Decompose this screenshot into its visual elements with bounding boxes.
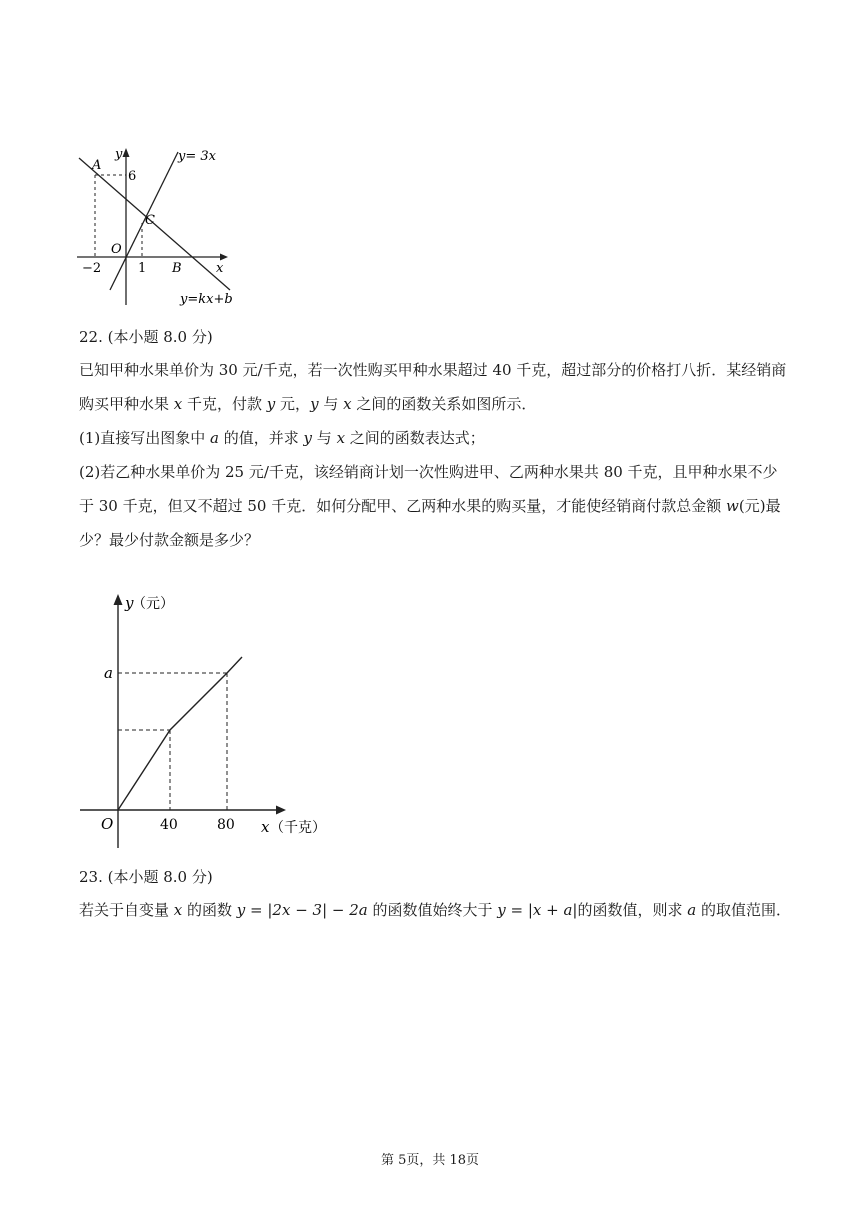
q22-text: (2)若乙种水果单价为 25 元/千克，该经销商计划一次性购进甲、乙两种水果共 80 千克，且甲种水果不少 xyxy=(79,463,778,481)
var-a: a xyxy=(210,429,219,447)
q22-text: 千克，付款 xyxy=(182,395,267,413)
label-tick-6: 6 xyxy=(128,169,137,184)
figure-linear-functions xyxy=(72,140,272,312)
label-origin: O xyxy=(101,815,114,833)
label-line-y-kx-b: y=kx+b xyxy=(180,292,233,307)
q22-heading: 22. (本小题 8.0 分) xyxy=(79,328,213,346)
q22-text: 少？最少付款金额是多少？ xyxy=(79,531,260,549)
q22-line-6 xyxy=(79,529,259,550)
y-axis-arrow xyxy=(114,594,123,605)
q23-heading: 23. (本小题 8.0 分) xyxy=(79,868,213,886)
var-x: x xyxy=(336,429,346,447)
formula-1: y = |2x − 3| − 2a xyxy=(236,901,368,919)
q22-text: (元)最 xyxy=(738,497,781,515)
q22-text: 已知甲种水果单价为 30 元/千克，若一次性购买甲种水果超过 40 千克，超过部分的价格打八折．某经销商 xyxy=(79,361,787,379)
label-origin: O xyxy=(111,242,122,257)
label-point-A: A xyxy=(92,158,102,173)
label-a: a xyxy=(104,664,113,682)
var-y: y xyxy=(303,429,313,447)
label-tick-1: 1 xyxy=(138,261,147,276)
q22-text: 与 xyxy=(318,395,344,413)
label-tick-neg2: −2 xyxy=(82,261,102,276)
q23-text: 的函数 xyxy=(182,901,237,919)
q22-text: 于 30 千克，但又不超过 50 千克．如何分配甲、乙两种水果的购买量，才能使经销商付款总金额 xyxy=(79,497,727,515)
label-tick-40: 40 xyxy=(160,817,178,833)
var-y: y xyxy=(310,395,319,413)
formula-2: y = |x + a| xyxy=(497,901,578,919)
label-x-unit: （千克） xyxy=(270,820,326,836)
q23-text: 的函数值，则求 xyxy=(577,901,688,919)
q23-text: 若关于自变量 xyxy=(79,901,174,919)
q22-line-3 xyxy=(79,427,485,448)
var-y: y xyxy=(266,395,276,413)
page-footer: 第 5页，共 18页 xyxy=(380,1153,480,1168)
q22-line-2 xyxy=(79,393,536,414)
var-a: a xyxy=(687,901,697,919)
y-axis-arrow xyxy=(123,148,130,157)
x-axis-arrow xyxy=(220,254,228,261)
q23-text: 的函数值始终大于 xyxy=(367,901,498,919)
q22-text: 元， xyxy=(275,395,311,413)
x-axis-arrow xyxy=(276,806,286,815)
label-y-var: y xyxy=(125,594,134,612)
label-point-B: B xyxy=(172,261,182,276)
label-y-axis: y xyxy=(115,147,123,162)
label-tick-80: 80 xyxy=(217,817,235,833)
q22-line-5 xyxy=(79,495,781,516)
q22-text: 与 xyxy=(312,429,337,447)
q22-text: (1)直接写出图象中 xyxy=(79,429,211,447)
label-x-var: x xyxy=(261,818,270,836)
q22-text: 之间的函数关系如图所示． xyxy=(351,395,537,413)
var-w: w xyxy=(726,497,739,515)
label-y-unit: （元） xyxy=(132,596,174,612)
q23-text: 的取值范围． xyxy=(696,901,791,919)
label-line-y-3x: y= 3x xyxy=(178,149,216,164)
figure-price-graph xyxy=(74,586,344,848)
q22-line-4 xyxy=(79,461,778,482)
var-x: x xyxy=(173,395,183,413)
price-line xyxy=(118,657,242,810)
var-x: x xyxy=(343,395,352,413)
label-point-C: C xyxy=(145,213,155,228)
q22-text: 购买甲种水果 xyxy=(79,395,174,413)
q22-line-1 xyxy=(79,359,786,380)
label-x-axis: x xyxy=(216,261,224,276)
q22-text: 之间的函数表达式； xyxy=(345,429,485,447)
q23-line-1 xyxy=(79,899,791,920)
var-x: x xyxy=(173,901,183,919)
q22-text: 的值，并求 xyxy=(218,429,304,447)
